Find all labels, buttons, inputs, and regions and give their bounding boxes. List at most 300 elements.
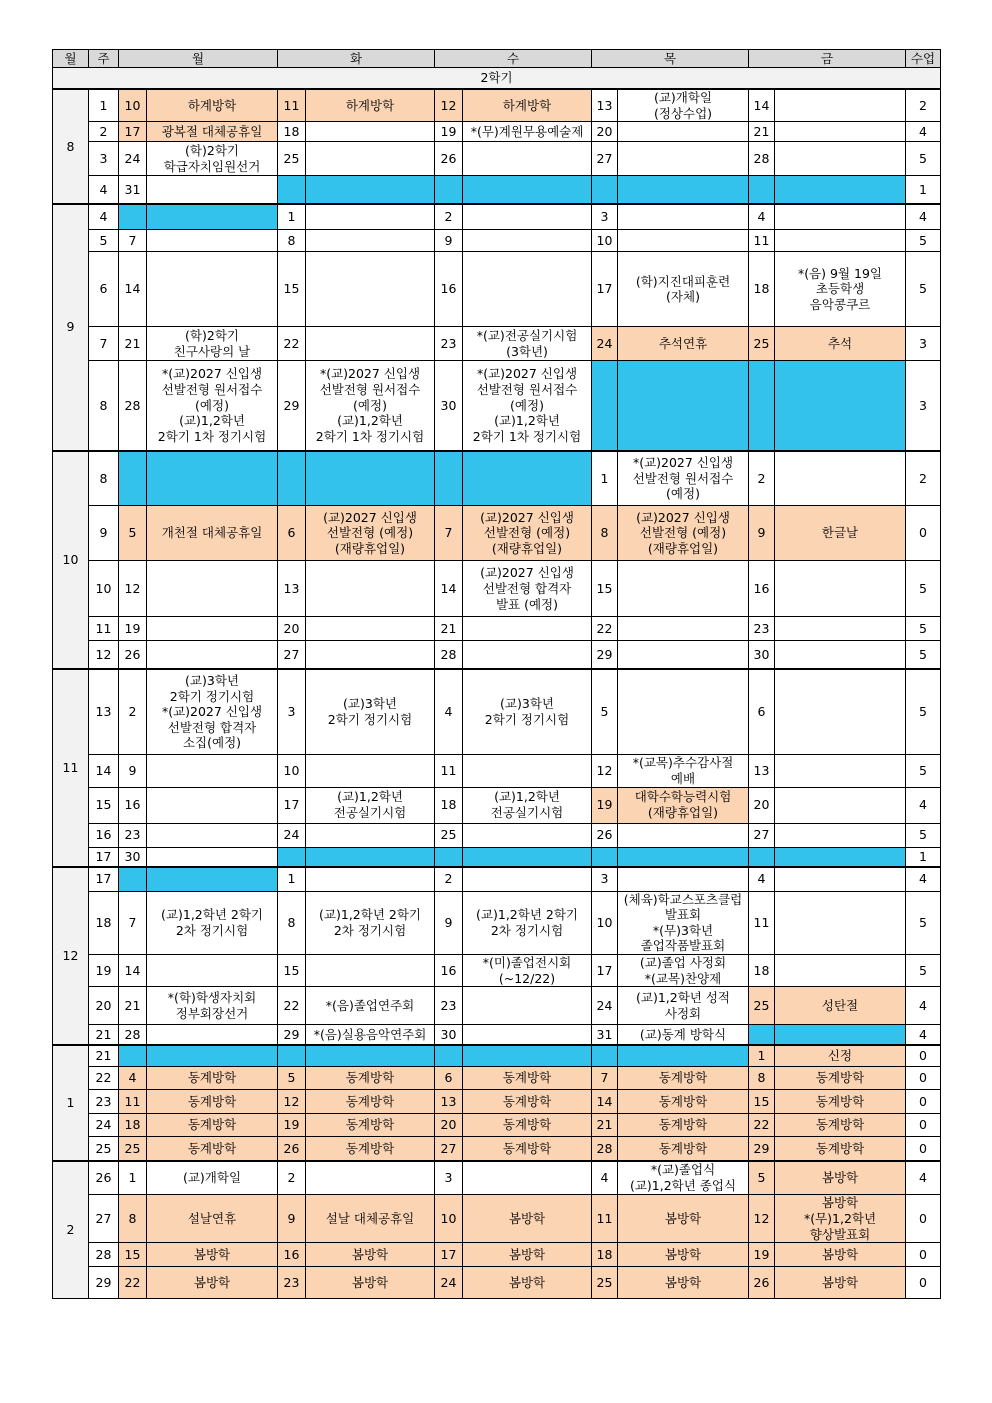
class-days-count: 5: [906, 142, 941, 176]
event-cell: [463, 1045, 592, 1067]
month-cell: 11: [53, 669, 89, 867]
date-number: 2: [278, 1161, 306, 1195]
class-days-count: 2: [906, 451, 941, 506]
event-cell: 봄방학: [306, 1243, 435, 1267]
event-cell: [306, 867, 435, 891]
event-cell: [618, 669, 749, 755]
event-cell: [775, 1025, 906, 1045]
date-number: 24: [592, 987, 618, 1025]
event-cell: [463, 847, 592, 867]
date-number: 12: [749, 1195, 775, 1243]
week-number: 7: [89, 327, 119, 361]
date-number: 16: [749, 561, 775, 617]
date-number: 30: [435, 361, 463, 451]
date-number: 2: [435, 867, 463, 891]
date-number: 21: [435, 617, 463, 641]
week-row: [53, 987, 941, 1025]
date-number: 9: [435, 891, 463, 955]
event-cell: [775, 361, 906, 451]
date-number: 14: [435, 561, 463, 617]
date-number: 16: [435, 955, 463, 987]
date-number: [749, 1025, 775, 1045]
event-cell: [618, 561, 749, 617]
week-header: 주: [89, 50, 119, 68]
class-days-count: 5: [906, 955, 941, 987]
class-days-count: 4: [906, 1161, 941, 1195]
month-cell: 9: [53, 204, 89, 451]
date-number: 11: [749, 230, 775, 252]
event-cell: 설날연휴: [147, 1195, 278, 1243]
day-header-mon: 월: [119, 50, 278, 68]
event-cell: *(교)2027 신입생 선발전형 원서접수 (예정): [618, 451, 749, 506]
week-row: [53, 823, 941, 847]
week-row: [53, 1195, 941, 1243]
event-cell: [147, 617, 278, 641]
date-number: [749, 847, 775, 867]
event-cell: [463, 823, 592, 847]
event-cell: [775, 176, 906, 204]
date-number: 9: [119, 755, 147, 787]
event-cell: [775, 641, 906, 669]
week-number: 19: [89, 955, 119, 987]
event-cell: [618, 230, 749, 252]
event-cell: [147, 867, 278, 891]
date-number: 24: [435, 1267, 463, 1299]
event-cell: (학)2학기 친구사랑의 날: [147, 327, 278, 361]
week-number: 3: [89, 142, 119, 176]
week-row: [53, 142, 941, 176]
week-row: [53, 1267, 941, 1299]
date-number: 8: [278, 891, 306, 955]
week-number: 12: [89, 641, 119, 669]
event-cell: [463, 451, 592, 506]
date-number: 10: [278, 755, 306, 787]
date-number: 5: [278, 1067, 306, 1090]
event-cell: 봄방학: [618, 1243, 749, 1267]
week-row: [53, 176, 941, 204]
week-number: 29: [89, 1267, 119, 1299]
event-cell: [618, 1045, 749, 1067]
date-number: 22: [278, 327, 306, 361]
event-cell: 봄방학: [463, 1267, 592, 1299]
event-cell: 동계방학: [463, 1114, 592, 1137]
date-number: 21: [749, 122, 775, 142]
date-number: 17: [119, 122, 147, 142]
date-number: [592, 176, 618, 204]
event-cell: *(교목)추수감사절 예배: [618, 755, 749, 787]
date-number: 24: [119, 142, 147, 176]
date-number: 27: [749, 823, 775, 847]
week-row: [53, 755, 941, 787]
class-days-count: 5: [906, 891, 941, 955]
class-days-count: 4: [906, 787, 941, 823]
event-cell: [306, 204, 435, 230]
class-days-count: 4: [906, 1025, 941, 1045]
class-days-count: 5: [906, 641, 941, 669]
event-cell: 하계방학: [463, 89, 592, 122]
event-cell: 동계방학: [147, 1090, 278, 1114]
week-number: 9: [89, 506, 119, 561]
day-header-wed: 수: [435, 50, 592, 68]
event-cell: [775, 955, 906, 987]
event-cell: [463, 176, 592, 204]
event-cell: 봄방학: [463, 1195, 592, 1243]
date-number: 24: [592, 327, 618, 361]
date-number: 13: [435, 1090, 463, 1114]
week-row: [53, 361, 941, 451]
week-row: [53, 955, 941, 987]
class-days-count: 1: [906, 847, 941, 867]
date-number: 9: [278, 1195, 306, 1243]
week-number: 4: [89, 176, 119, 204]
week-number: 25: [89, 1137, 119, 1161]
week-number: 15: [89, 787, 119, 823]
event-cell: 동계방학: [618, 1067, 749, 1090]
date-number: 6: [749, 669, 775, 755]
event-cell: (체육)학교스포츠클럽 발표회 *(무)3학년 졸업작품발표회: [618, 891, 749, 955]
event-cell: (교)2027 신입생 선발전형 (예정) (재량휴업일): [306, 506, 435, 561]
date-number: 7: [119, 891, 147, 955]
week-row: [53, 1067, 941, 1090]
event-cell: 추석: [775, 327, 906, 361]
week-number: 11: [89, 617, 119, 641]
month-cell: 1: [53, 1045, 89, 1161]
date-number: 8: [119, 1195, 147, 1243]
date-number: 27: [592, 142, 618, 176]
event-cell: [147, 252, 278, 327]
week-number: 5: [89, 230, 119, 252]
class-days-count: 3: [906, 361, 941, 451]
date-number: 12: [119, 561, 147, 617]
date-number: 16: [278, 1243, 306, 1267]
date-number: 17: [592, 955, 618, 987]
event-cell: [618, 204, 749, 230]
calendar-body: [53, 89, 941, 1299]
event-cell: *(교)2027 신입생 선발전형 원서접수 (예정) (교)1,2학년 2학기 1차 정기시험: [147, 361, 278, 451]
event-cell: 신정: [775, 1045, 906, 1067]
week-row: [53, 1137, 941, 1161]
date-number: [278, 176, 306, 204]
event-cell: [463, 1025, 592, 1045]
class-days-count: 0: [906, 1114, 941, 1137]
week-row: [53, 506, 941, 561]
header-row: [53, 50, 941, 68]
event-cell: (교)졸업 사정회 *(교목)찬양제: [618, 955, 749, 987]
academic-calendar-table: [52, 49, 941, 1299]
date-number: 10: [119, 89, 147, 122]
date-number: [435, 1045, 463, 1067]
date-number: 15: [119, 1243, 147, 1267]
event-cell: [775, 204, 906, 230]
date-number: [278, 1045, 306, 1067]
event-cell: (교)1,2학년 전공실기시험: [463, 787, 592, 823]
date-number: 17: [435, 1243, 463, 1267]
event-cell: [618, 142, 749, 176]
date-number: 31: [592, 1025, 618, 1045]
event-cell: [618, 867, 749, 891]
date-number: 22: [749, 1114, 775, 1137]
date-number: 10: [592, 891, 618, 955]
date-number: 4: [749, 204, 775, 230]
event-cell: [618, 847, 749, 867]
week-number: 28: [89, 1243, 119, 1267]
date-number: 11: [435, 755, 463, 787]
date-number: 3: [435, 1161, 463, 1195]
date-number: 9: [749, 506, 775, 561]
date-number: 14: [749, 89, 775, 122]
event-cell: [306, 142, 435, 176]
date-number: 20: [749, 787, 775, 823]
event-cell: [775, 867, 906, 891]
event-cell: [463, 1161, 592, 1195]
event-cell: 동계방학: [147, 1067, 278, 1090]
date-number: 23: [278, 1267, 306, 1299]
date-number: 26: [435, 142, 463, 176]
event-cell: [463, 987, 592, 1025]
class-days-count: 0: [906, 1195, 941, 1243]
class-days-count: 4: [906, 122, 941, 142]
week-number: 27: [89, 1195, 119, 1243]
event-cell: 봄방학: [775, 1161, 906, 1195]
week-number: 16: [89, 823, 119, 847]
event-cell: [306, 122, 435, 142]
week-number: 2: [89, 122, 119, 142]
date-number: 26: [119, 641, 147, 669]
event-cell: [147, 230, 278, 252]
date-number: 18: [278, 122, 306, 142]
date-number: 26: [278, 1137, 306, 1161]
event-cell: [775, 847, 906, 867]
date-number: 29: [749, 1137, 775, 1161]
event-cell: [618, 823, 749, 847]
semester-label: 2학기: [53, 68, 941, 90]
week-row: [53, 1243, 941, 1267]
day-header-fri: 금: [749, 50, 906, 68]
event-cell: 봄방학 *(무)1,2학년 향상발표회: [775, 1195, 906, 1243]
date-number: 5: [749, 1161, 775, 1195]
event-cell: [775, 142, 906, 176]
week-number: 21: [89, 1025, 119, 1045]
date-number: 3: [592, 204, 618, 230]
date-number: 23: [749, 617, 775, 641]
event-cell: [306, 451, 435, 506]
date-number: 23: [435, 987, 463, 1025]
class-days-count: 5: [906, 617, 941, 641]
event-cell: [306, 327, 435, 361]
date-number: 13: [278, 561, 306, 617]
date-number: 22: [592, 617, 618, 641]
date-number: [119, 451, 147, 506]
month-header: 월: [53, 50, 89, 68]
event-cell: [147, 1045, 278, 1067]
event-cell: (교)동계 방학식: [618, 1025, 749, 1045]
event-cell: (교)1,2학년 2학기 2차 정기시험: [147, 891, 278, 955]
date-number: 10: [592, 230, 618, 252]
date-number: 21: [119, 987, 147, 1025]
date-number: 18: [749, 955, 775, 987]
event-cell: 봄방학: [463, 1243, 592, 1267]
date-number: 25: [119, 1137, 147, 1161]
event-cell: 추석연휴: [618, 327, 749, 361]
event-cell: 동계방학: [306, 1067, 435, 1090]
event-cell: 동계방학: [618, 1090, 749, 1114]
date-number: 26: [749, 1267, 775, 1299]
event-cell: [775, 122, 906, 142]
week-number: 23: [89, 1090, 119, 1114]
date-number: 25: [435, 823, 463, 847]
event-cell: [306, 617, 435, 641]
date-number: 25: [278, 142, 306, 176]
event-cell: 동계방학: [775, 1137, 906, 1161]
event-cell: [463, 617, 592, 641]
date-number: 6: [278, 506, 306, 561]
event-cell: [306, 755, 435, 787]
event-cell: 대학수학능력시험 (재량휴업일): [618, 787, 749, 823]
date-number: 4: [435, 669, 463, 755]
event-cell: 동계방학: [147, 1137, 278, 1161]
week-number: 10: [89, 561, 119, 617]
event-cell: 개천절 대체공휴일: [147, 506, 278, 561]
week-number: 8: [89, 361, 119, 451]
event-cell: 한글날: [775, 506, 906, 561]
week-row: [53, 451, 941, 506]
date-number: 19: [749, 1243, 775, 1267]
week-number: 1: [89, 89, 119, 122]
event-cell: (교)1,2학년 2학기 2차 정기시험: [463, 891, 592, 955]
date-number: 17: [278, 787, 306, 823]
event-cell: [775, 89, 906, 122]
event-cell: [463, 755, 592, 787]
event-cell: *(교)전공실기시험 (3학년): [463, 327, 592, 361]
date-number: 28: [119, 361, 147, 451]
event-cell: [306, 847, 435, 867]
week-number: 8: [89, 451, 119, 506]
month-cell: 12: [53, 867, 89, 1045]
event-cell: [463, 641, 592, 669]
date-number: 26: [592, 823, 618, 847]
date-number: 4: [592, 1161, 618, 1195]
event-cell: [463, 867, 592, 891]
event-cell: [775, 823, 906, 847]
event-cell: [306, 641, 435, 669]
week-number: 21: [89, 1045, 119, 1067]
class-days-count: 0: [906, 1137, 941, 1161]
week-number: 6: [89, 252, 119, 327]
day-header-thu: 목: [592, 50, 749, 68]
event-cell: [306, 823, 435, 847]
event-cell: [147, 204, 278, 230]
date-number: 18: [119, 1114, 147, 1137]
event-cell: (교)2027 신입생 선발전형 (예정) (재량휴업일): [463, 506, 592, 561]
month-cell: 2: [53, 1161, 89, 1299]
date-number: 4: [749, 867, 775, 891]
class-days-count: 5: [906, 561, 941, 617]
date-number: 27: [278, 641, 306, 669]
class-days-count: 5: [906, 252, 941, 327]
date-number: 24: [278, 823, 306, 847]
week-row: [53, 561, 941, 617]
date-number: 27: [435, 1137, 463, 1161]
event-cell: (교)1,2학년 성적 사정회: [618, 987, 749, 1025]
class-days-count: 5: [906, 669, 941, 755]
class-days-count: 0: [906, 1045, 941, 1067]
event-cell: [147, 847, 278, 867]
date-number: 30: [749, 641, 775, 669]
week-number: 13: [89, 669, 119, 755]
event-cell: 동계방학: [618, 1114, 749, 1137]
date-number: 13: [749, 755, 775, 787]
week-row: [53, 787, 941, 823]
event-cell: 봄방학: [306, 1267, 435, 1299]
date-number: [592, 361, 618, 451]
event-cell: 성탄절: [775, 987, 906, 1025]
week-row: [53, 847, 941, 867]
date-number: 12: [592, 755, 618, 787]
week-row: [53, 617, 941, 641]
week-number: 24: [89, 1114, 119, 1137]
date-number: 21: [592, 1114, 618, 1137]
date-number: 5: [119, 506, 147, 561]
week-row: [53, 327, 941, 361]
date-number: 15: [592, 561, 618, 617]
date-number: 29: [592, 641, 618, 669]
date-number: 1: [278, 867, 306, 891]
week-number: 4: [89, 204, 119, 230]
date-number: 15: [278, 252, 306, 327]
event-cell: [775, 755, 906, 787]
date-number: 14: [119, 955, 147, 987]
class-days-count: 0: [906, 1067, 941, 1090]
date-number: [592, 847, 618, 867]
event-cell: *(교)졸업식 (교)1,2학년 종업식: [618, 1161, 749, 1195]
class-days-count: 5: [906, 823, 941, 847]
event-cell: [306, 955, 435, 987]
date-number: 7: [592, 1067, 618, 1090]
date-number: 5: [592, 669, 618, 755]
event-cell: [306, 252, 435, 327]
date-number: 11: [749, 891, 775, 955]
week-row: [53, 204, 941, 230]
event-cell: [306, 561, 435, 617]
week-number: 17: [89, 867, 119, 891]
event-cell: 동계방학: [147, 1114, 278, 1137]
event-cell: [147, 451, 278, 506]
date-number: 16: [119, 787, 147, 823]
date-number: 12: [435, 89, 463, 122]
day-header-tue: 화: [278, 50, 435, 68]
event-cell: [775, 669, 906, 755]
date-number: 25: [592, 1267, 618, 1299]
date-number: 2: [749, 451, 775, 506]
date-number: 2: [435, 204, 463, 230]
date-number: [278, 847, 306, 867]
date-number: 3: [278, 669, 306, 755]
week-number: 18: [89, 891, 119, 955]
week-row: [53, 867, 941, 891]
date-number: 28: [592, 1137, 618, 1161]
event-cell: [463, 252, 592, 327]
event-cell: (교)개학일 (정상수업): [618, 89, 749, 122]
date-number: 11: [278, 89, 306, 122]
date-number: 28: [119, 1025, 147, 1045]
date-number: [119, 867, 147, 891]
date-number: 25: [749, 987, 775, 1025]
date-number: 22: [278, 987, 306, 1025]
event-cell: 동계방학: [775, 1090, 906, 1114]
event-cell: (교)2027 신입생 선발전형 (예정) (재량휴업일): [618, 506, 749, 561]
class-days-count: 3: [906, 327, 941, 361]
event-cell: [463, 230, 592, 252]
